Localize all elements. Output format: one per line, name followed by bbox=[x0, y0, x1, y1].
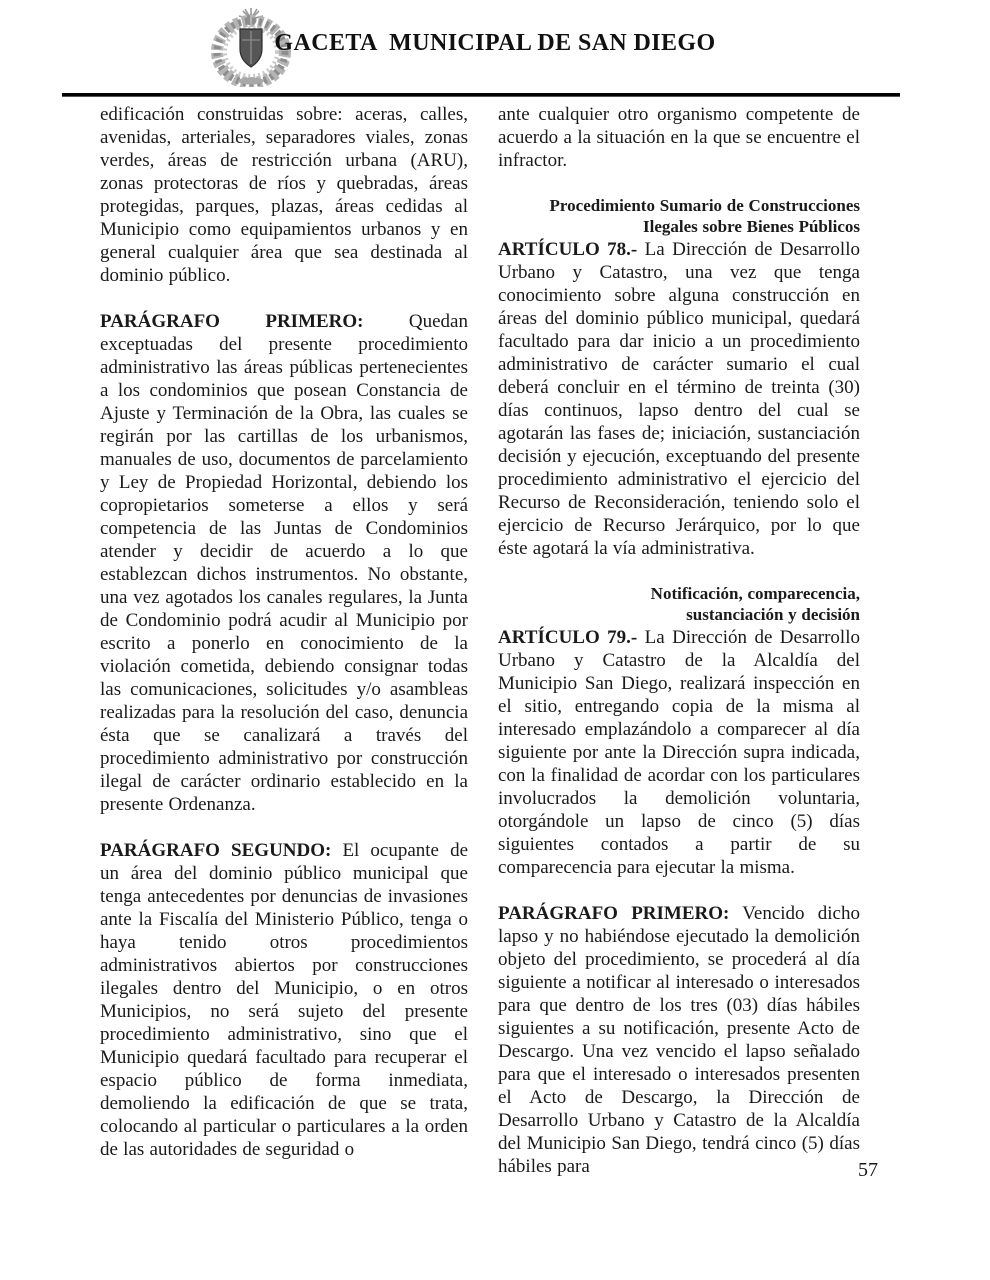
gazette-title: GACETA MUNICIPAL DE SAN DIEGO bbox=[274, 30, 716, 56]
paragraph-lead: PARÁGRAFO PRIMERO: bbox=[498, 903, 730, 924]
paragraph-lead: ARTÍCULO 79.- bbox=[498, 627, 638, 648]
paragraph-text: La Dirección de Desarrollo Urbano y Catastro de la Alcaldía del Municipio San Diego, realizará inspección en el sitio, entregando copia de la misma al interesado emplazándolo a comparecer al día siguiente por ante la Dirección supra indicada, con la finalidad de acordar con los particulares involucrados la demolición voluntaria, otorgándole un lapso de cinco (5) días siguientes contados a partir de su comparecencia para ejecutar la misma. bbox=[498, 627, 860, 878]
paragraph-edificacion bbox=[100, 103, 468, 287]
heading-line: sustanciación y decisión bbox=[686, 605, 860, 624]
paragraph-paragrafo-primero-right bbox=[498, 902, 860, 1178]
paragraph-infractor bbox=[498, 103, 860, 172]
paragraph-articulo-79 bbox=[498, 626, 860, 879]
right-column bbox=[498, 103, 860, 1178]
paragraph-articulo-78 bbox=[498, 238, 860, 560]
paragraph-lead: PARÁGRAFO SEGUNDO: bbox=[100, 840, 332, 861]
paragraph-text: El ocupante de un área del dominio público municipal que tenga antecedentes por denuncias de invasiones ante la Fiscalía del Ministerio Público, tenga o haya tenido otros procedimientos administrativos abiertos por construcciones ilegales dentro del Municipio, o en otros Municipios, no será sujeto del presente procedimiento administrativo, sino que el Municipio quedará facultado para recuperar el espacio público de forma inmediata, demoliendo la edificación de que se trata, colocando al particular o particulares a la orden de las autoridades de seguridad o bbox=[100, 840, 468, 1160]
paragraph-lead: ARTÍCULO 78.- bbox=[498, 239, 638, 260]
heading-line: Notificación, comparecencia, bbox=[650, 584, 860, 603]
header-divider bbox=[62, 93, 900, 97]
paragraph-text: edificación construidas sobre: aceras, calles, avenidas, arteriales, separadores viales, zonas verdes, áreas de restricción urbana (ARU), zonas protectoras de ríos y quebradas, áreas protegidas, parques, plazas, áreas cedidas al Municipio como equipamientos urbanos y en general cualquier área que sea destinada al dominio público. bbox=[100, 104, 468, 286]
page-number: 57 bbox=[858, 1159, 878, 1181]
two-column-body bbox=[100, 103, 862, 1178]
paragraph-lead: PARÁGRAFO PRIMERO: bbox=[100, 311, 364, 332]
paragraph-text: Vencido dicho lapso y no habiéndose ejecutado la demolición objeto del procedimiento, se procederá al día siguiente a notificar al interesado o interesados para que dentro de los tres (03) días hábiles siguientes a su notificación, presente Acto de Descargo. Una vez vencido el lapso señalado para que el interesado o interesados presenten el Acto de Descargo, la Dirección de Desarrollo Urbano y Catastro de la Alcaldía del Municipio San Diego, tendrá cinco (5) días hábiles para bbox=[498, 903, 860, 1177]
paragraph-text: Quedan exceptuadas del presente procedimiento administrativo las áreas públicas pertenecientes a los condominios que posean Constancia de Ajuste y Terminación de la Obra, las cuales se regirán por las cartillas de los urbanismos, manuales de uso, documentos de parcelamiento y Ley de Propiedad Horizontal, debiendo los copropietarios someterse a ellos y será competencia de las Juntas de Condominios atender y decidir de acuerdo a lo que establezcan dichos instrumentos. No obstante, una vez agotados los canales regulares, la Junta de Condominio podrá acudir al Municipio por escrito a ponerlo en conocimiento de la violación cometida, debiendo consignar todas las comunicaciones, solicitudes y/o asambleas realizadas para la resolución del caso, denuncia ésta que se canalizará a través del procedimiento administrativo por construcción ilegal de carácter ordinario establecido en la presente Ordenanza. bbox=[100, 311, 468, 815]
paragraph-text: La Dirección de Desarrollo Urbano y Catastro, una vez que tenga conocimiento sobre alguna construcción en áreas del dominio público municipal, quedará facultado para dar inicio a un procedimiento administrativo de carácter sumario el cual deberá concluir en el término de treinta (30) días continuos, lapso dentro del cual se agotarán las fases de; iniciación, sustanciación decisión y ejecución, exceptuando del presente procedimiento administrativo el ejercicio del Recurso de Reconsideración, teniendo solo el ejercicio de Recurso Jerárquico, por lo que éste agotará la vía administrativa. bbox=[498, 239, 860, 559]
paragraph-paragrafo-primero-left bbox=[100, 310, 468, 816]
left-column bbox=[100, 103, 468, 1178]
section-heading-notificacion bbox=[498, 583, 860, 625]
heading-line: Procedimiento Sumario de Construcciones bbox=[549, 196, 860, 215]
paragraph-paragrafo-segundo bbox=[100, 839, 468, 1161]
section-heading-procedimiento-sumario bbox=[498, 195, 860, 237]
heading-line: Ilegales sobre Bienes Públicos bbox=[643, 217, 860, 236]
paragraph-text: ante cualquier otro organismo competente de acuerdo a la situación en la que se encuentre el infractor. bbox=[498, 104, 860, 171]
